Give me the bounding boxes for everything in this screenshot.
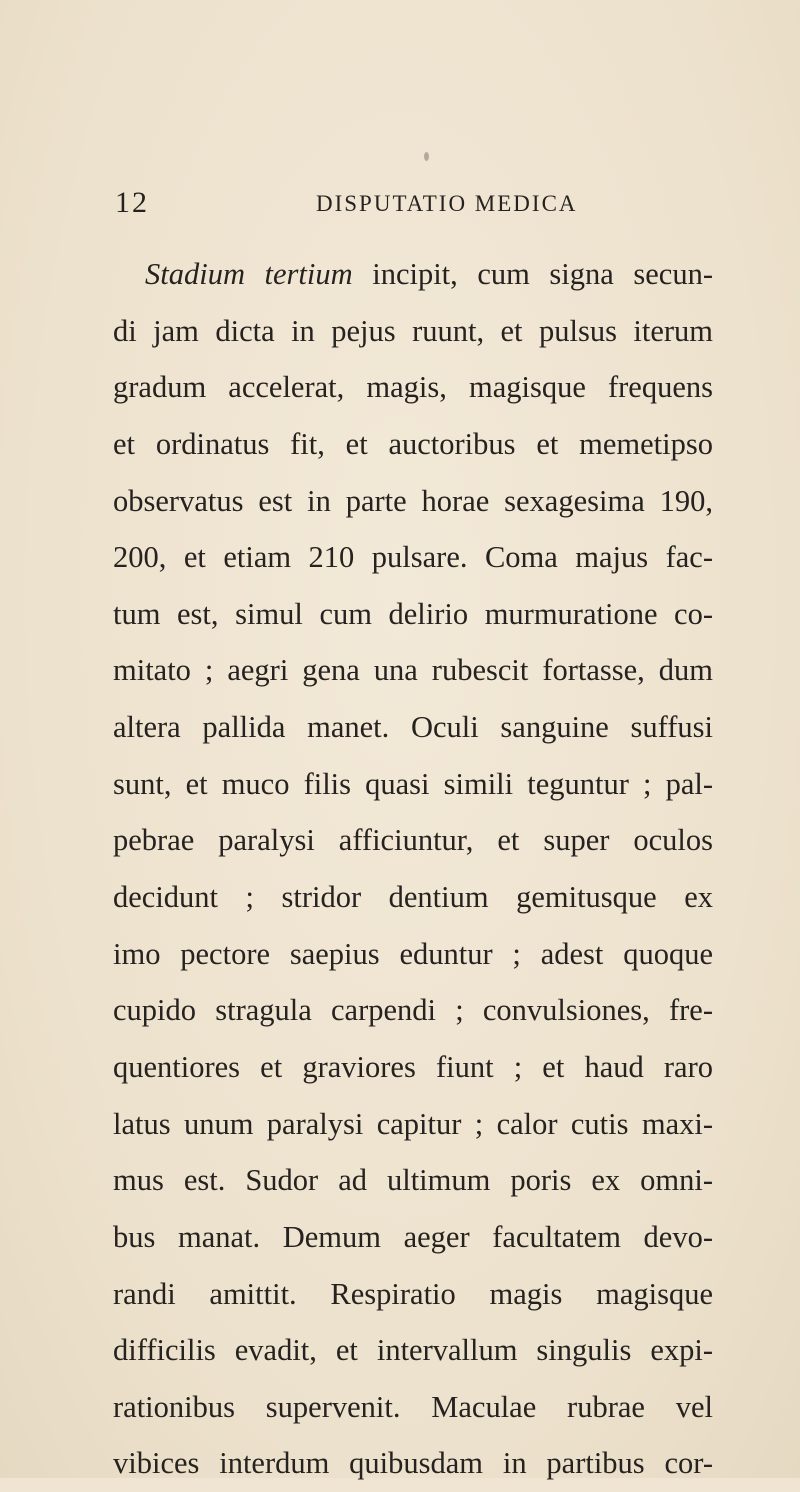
ink-speck bbox=[424, 152, 429, 161]
text-line: quentiores et graviores fiunt ; et haud raro bbox=[113, 1049, 713, 1084]
text-line: difficilis evadit, et intervallum singulis expi- bbox=[113, 1333, 713, 1368]
text-line: imo pectore saepius eduntur ; adest quoque bbox=[113, 936, 713, 971]
page-number: 12 bbox=[115, 186, 149, 219]
text-line: bus manat. Demum aeger facultatem devo- bbox=[113, 1219, 713, 1254]
text-line: vibices interdum quibusdam in partibus cor- bbox=[113, 1446, 713, 1481]
running-head: DISPUTATIO MEDICA bbox=[316, 191, 578, 216]
italic-phrase: Stadium tertium bbox=[145, 257, 353, 291]
text-line: et ordinatus fit, et auctoribus et memetipso bbox=[113, 426, 713, 461]
text-line: cupido stragula carpendi ; convulsiones, fre- bbox=[113, 993, 713, 1028]
text-line: randi amittit. Respiratio magis magisque bbox=[113, 1276, 713, 1311]
page-header bbox=[0, 186, 800, 226]
text-line: 200, et etiam 210 pulsare. Coma majus fac- bbox=[113, 540, 713, 575]
text-line: altera pallida manet. Oculi sanguine suffusi bbox=[113, 710, 713, 745]
text-line bbox=[113, 246, 713, 303]
text-line: tum est, simul cum delirio murmuratione co- bbox=[113, 596, 713, 631]
text-line: latus unum paralysi capitur ; calor cutis maxi- bbox=[113, 1106, 713, 1141]
text-line-rest: incipit, cum signa secun- bbox=[352, 257, 713, 291]
text-line: mitato ; aegri gena una rubescit fortasse, dum bbox=[113, 653, 713, 688]
text-line: di jam dicta in pejus ruunt, et pulsus iterum bbox=[113, 313, 713, 348]
text-line: gradum accelerat, magis, magisque frequens bbox=[113, 370, 713, 405]
text-line: rationibus supervenit. Maculae rubrae vel bbox=[113, 1389, 713, 1424]
body-text bbox=[113, 246, 713, 1492]
text-line: pebrae paralysi afficiuntur, et super oculos bbox=[113, 823, 713, 858]
text-line: mus est. Sudor ad ultimum poris ex omni- bbox=[113, 1163, 713, 1198]
text-line: decidunt ; stridor dentium gemitusque ex bbox=[113, 880, 713, 915]
text-line: sunt, et muco filis quasi simili teguntur ; pal- bbox=[113, 766, 713, 801]
text-line: observatus est in parte horae sexagesima 190, bbox=[113, 483, 713, 518]
